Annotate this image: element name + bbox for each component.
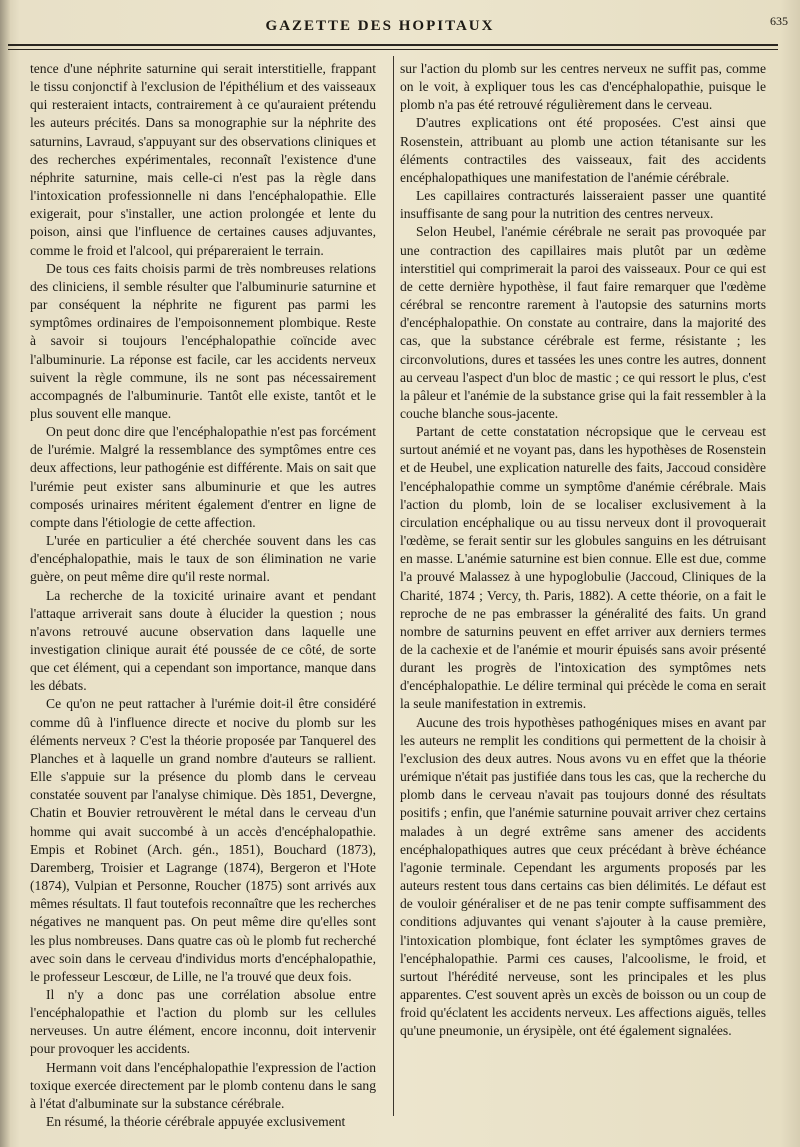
paragraph: Hermann voit dans l'encéphalopathie l'expression de l'action toxique exercée directement par le plomb contenu dans le sang à l'état d'albuminate sur la substance cérébrale. — [30, 1059, 376, 1111]
paragraph: Les capillaires contracturés laisseraient passer une quantité insuffisante de sang pour la nutrition des centres nerveux. — [400, 188, 766, 222]
paragraph: sur l'action du plomb sur les centres nerveux ne suffit pas, comme on le voit, à expliquer tous les cas d'encéphalopathie, puisque le plomb n'a pas été retrouvé régulièrement dans le cerveau. — [400, 61, 766, 113]
header-rule — [8, 44, 778, 46]
paragraph: On peut donc dire que l'encéphalopathie n'est pas forcément de l'urémie. Malgré la ressemblance des symptômes entre ces deux affections, leur pathogénie est différente. Mais on sait que l'urémie peut exister sans albuminurie et que les autres composés urinaires méritent également d'entrer en ligne de compte dans l'étiologie de cette affection. — [30, 424, 376, 530]
paragraph: D'autres explications ont été proposées. C'est ainsi que Rosenstein, attribuant au plomb une action tétanisante sur les éléments contractiles des vaisseaux, fait des accidents encéphalopathiques une manifestation de l'anémie cérébrale. — [400, 115, 766, 185]
paragraph: En résumé, la théorie cérébrale appuyée exclusivement — [46, 1114, 346, 1130]
running-title: GAZETTE DES HOPITAUX — [265, 18, 495, 34]
right-column — [400, 60, 766, 1040]
page-binding-edge — [0, 0, 10, 1147]
paragraph: tence d'une néphrite saturnine qui serait interstitielle, frappant le tissu conjonctif à l'exclusion de l'épithélium et des vaisseaux qui resteraient intacts, contrairement à ce qu'auraient prétendu les auteurs précités. Dans sa monographie sur la néphrite des saturnins, Lavraud, s'appuyant sur des observations cliniques et des recherches expérimentales, reconnaît l'existence d'une néphrite saturnine, mais celle-ci n'est pas la règle dans l'intoxication professionnelle ni dans l'encéphalopathie. Elle exigerait, pour s'installer, une action prolongée et lente du poison, ainsi que l'influence de certaines causes adjuvantes, comme le froid et l'alcool, qui prépareraient le terrain. — [30, 61, 376, 258]
paragraph: Il n'y a donc pas une corrélation absolue entre l'encéphalopathie et l'action du plomb sur les cellules nerveuses. Un autre élément, encore inconnu, doit intervenir pour provoquer les accidents. — [30, 986, 376, 1057]
paragraph: Partant de cette constatation nécropsique que le cerveau est surtout anémié et ne voyant pas, dans les hypothèses de Rosenstein et de Heubel, une explication naturelle des faits, Jaccoud considère l'encéphalopathie comme un symptôme d'anémie cérébrale. Mais l'action du plomb, loin de se localiser exclusivement à la circulation encéphalique ou au tissu nerveux dont il provoquerait l'œdème, se ferait sentir sur les globules sanguins en les détruisant en masse. L'anémie saturnine est bien connue. Elle est due, comme l'a prouvé Malassez à une hypoglobulie (Jaccoud, Cliniques de la Charité, 1874 ; Vercy, th. Paris, 1882). A cette théorie, on a fait le reproche de ne pas embrasser la généralité des faits. Un grand nombre de saturnins peuvent en effet arriver aux derniers termes de la cachexie et de l'anémie et mourir épuisés sans avoir présenté durant les progrès de l'intoxication des symptômes nets d'encéphalopathie. Le délire terminal qui précède le coma en serait la seule manifestation in extremis. — [400, 424, 766, 712]
page-number: 635 — [770, 14, 788, 28]
column-divider — [393, 56, 394, 1116]
paragraph: La recherche de la toxicité urinaire avant et pendant l'attaque arriverait sans doute à élucider la question ; nous n'avons retrouvé aucune observation dans laquelle une investigation clinique aurait été poussée de ce côté, de sorte que cet élément, qui a cependant son importance, manque dans les débats. — [30, 587, 376, 694]
paragraph: Selon Heubel, l'anémie cérébrale ne serait pas provoquée par une contraction des capillaires mais plutôt par un œdème interstitiel qui comprimerait la paroi des vaisseaux. Pour ce qui est de cette dernière hypothèse, il faut faire remarquer que l'œdème cérébral se rencontre rarement à l'autopsie des saturnins morts d'encéphalopathie. On constate au contraire, dans la majorité des cas, que la substance cérébrale est ferme, résistante ; les circonvolutions, dures et tassées les unes contre les autres, donnent au cerveau l'aspect d'un bloc de mastic ; ce qui ressort le plus, c'est la pâleur et l'anémie de la substance grise qui la fait ressembler à la couche blanche sous-jacente. — [400, 224, 766, 421]
paragraph: L'urée en particulier a été cherchée souvent dans les cas d'encéphalopathie, mais le taux de son élimination ne varie guère, on peut même dire qu'il reste normal. — [30, 533, 376, 585]
header-rule-thin — [8, 49, 778, 50]
left-column — [30, 60, 376, 1131]
paragraph: De tous ces faits choisis parmi de très nombreuses relations des cliniciens, il semble résulter que l'albuminurie saturnine et par conséquent la néphrite ne figurent pas parmi les symptômes ordinaires de l'empoisonnement plombique. Reste à savoir si toujours l'encéphalopathie coïncide avec l'albuminurie. La réponse est facile, car les accidents nerveux suivent la règle commune, ils ne sont pas nécessairement accompagnés de l'albuminurie. Tantôt elle existe, tantôt et le plus souvent elle manque. — [30, 260, 376, 421]
paragraph: Ce qu'on ne peut rattacher à l'urémie doit-il être considéré comme dû à l'influence directe et nocive du plomb sur les éléments nerveux ? C'est la théorie proposée par Tanquerel des Planches et à laquelle un grand nombre d'auteurs se rallient. Elle s'appuie sur la présence du plomb dans le cerveau constatée souvent par l'analyse chimique. Dès 1851, Devergne, Chatin et Bouvier retrouvèrent le métal dans le cerveau d'un homme qui avait succombé à un accès d'encéphalopathie. Empis et Robinet (Arch. gén., 1851), Bouchard (1873), Daremberg, Troisier et Lagrange (1874), Bergeron et l'Hote (1874), Vulpian et Personne, Roucher (1875) sont arrivés aux mêmes résultats. Il faut toutefois reconnaître que les recherches négatives ne manquent pas. On peut même dire qu'elles sont les plus nombreuses. Dans quatre cas où le plomb fut recherché avec soin dans le cerveau d'individus morts d'encéphalopathie, le professeur Lescœur, de Lille, ne l'a trouvé que deux fois. — [30, 696, 376, 984]
paragraph: Aucune des trois hypothèses pathogéniques mises en avant par les auteurs ne remplit les conditions qui permettent de la choisir à l'exclusion des deux autres. Nous avons vu en effet que la théorie urémique n'était pas justifiée dans tous les cas, que la recherche du plomb dans le cerveau n'avait pas toujours donné des résultats positifs ; enfin, que l'anémie saturnine pouvait arriver chez certains malades à un degré extrême sans amener des accidents encéphalopathiques autres que ceux précédant à brève échéance l'agonie terminale. Cependant les arguments proposés par les auteurs restent tous dans certains cas bien délimités. Le défaut est de vouloir généraliser et de ne pas tenir compte suffisamment des conditions adjuvantes qui venant s'ajouter à la cause première, l'intoxication plombique, font éclater les symptômes graves de l'encéphalopathie. Parmi ces causes, l'alcoolisme, le froid, et surtout l'hérédité nerveuse, sont les principales et les plus apparentes. C'est souvent après un excès de boisson ou un coup de froid qu'éclatent les accidents nerveux. Les affections aiguës, telles qu'une pneumonie, un érysipèle, ont été également signalées. — [400, 714, 766, 1039]
